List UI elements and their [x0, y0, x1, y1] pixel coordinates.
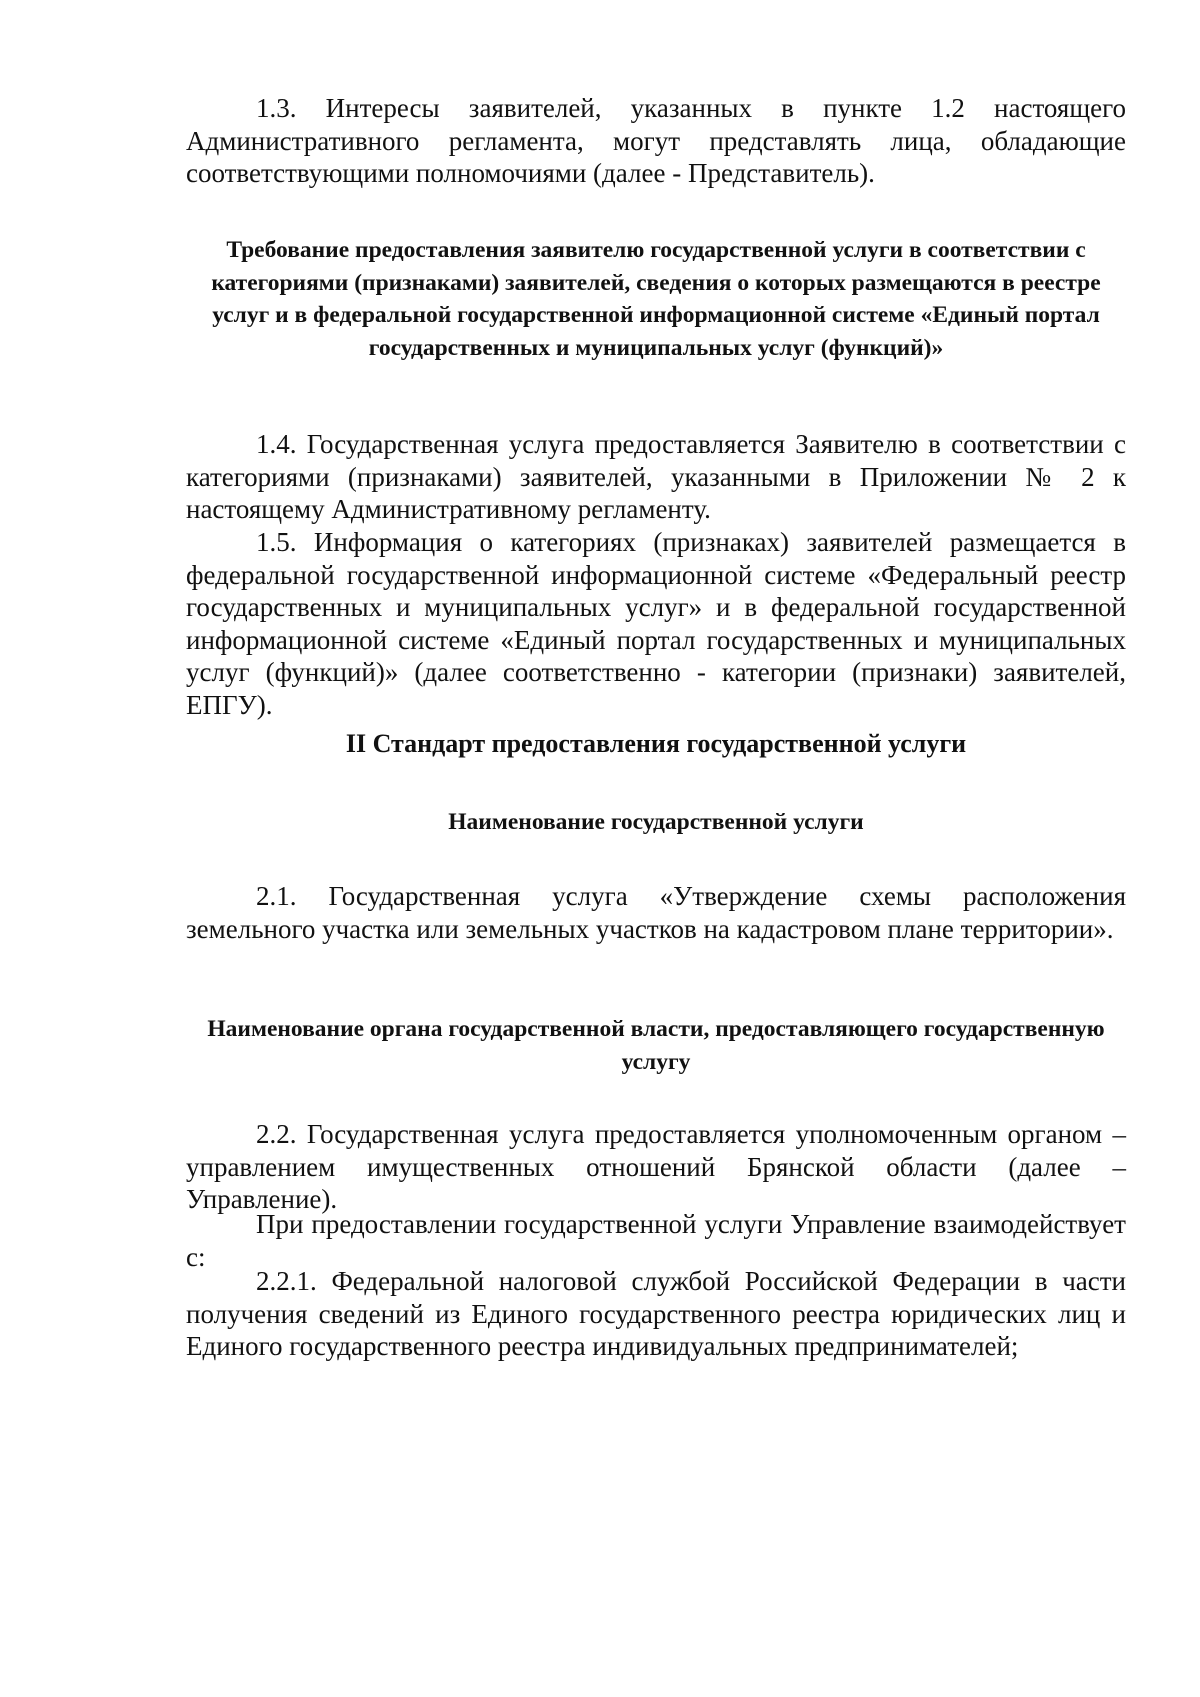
paragraph-2-2: 2.2. Государственная услуга предоставляется уполномоченным органом – управлением имущественных отношений Брянской области (далее – Управление). — [186, 1119, 1126, 1214]
paragraph-1-3: 1.3. Интересы заявителей, указанных в пункте 1.2 настоящего Административного регламента, могут представлять лица, обладающие соответствующими полномочиями (далее - Представитель). — [186, 93, 1126, 188]
paragraph-2-2-1: 2.2.1. Федеральной налоговой службой Российской Федерации в части получения сведений из Единого государственного реестра юридических лиц и Единого государственного реестра индивидуальных предпринимателей; — [186, 1266, 1126, 1361]
section-2-title: II Стандарт предоставления государственной услуги — [345, 729, 967, 758]
paragraph-2-2-interaction: При предоставлении государственной услуги Управление взаимодействует с: — [186, 1209, 1126, 1272]
heading-requirement: Требование предоставления заявителю государственной услуги в соответствии с категориями (признаками) заявителей, сведения о которых размещаются в реестре услуг и в федеральной государственной информационной системе «Единый портал государственных и муниципальных услуг (функций)» — [211, 237, 1101, 361]
heading-service-name: Наименование государственной услуги — [448, 809, 864, 835]
paragraph-1-5: 1.5. Информация о категориях (признаках) заявителей размещается в федеральной государственной информационной системе «Федеральный реестр государственных и муниципальных услуг» и в федеральной государственной информационной системе «Единый портал государственных и муниципальных услуг (функций)» (далее соответственно - категории (признаки) заявителей, ЕПГУ). — [186, 527, 1126, 720]
paragraph-2-1: 2.1. Государственная услуга «Утверждение схемы расположения земельного участка или земельных участков на кадастровом плане территории». — [186, 881, 1126, 944]
heading-authority: Наименование органа государственной власти, предоставляющего государственную услугу — [207, 1016, 1105, 1075]
paragraph-1-4: 1.4. Государственная услуга предоставляется Заявителю в соответствии с категориями (признаками) заявителей, указанными в Приложении № 2 к настоящему Административному регламенту. — [186, 429, 1126, 524]
